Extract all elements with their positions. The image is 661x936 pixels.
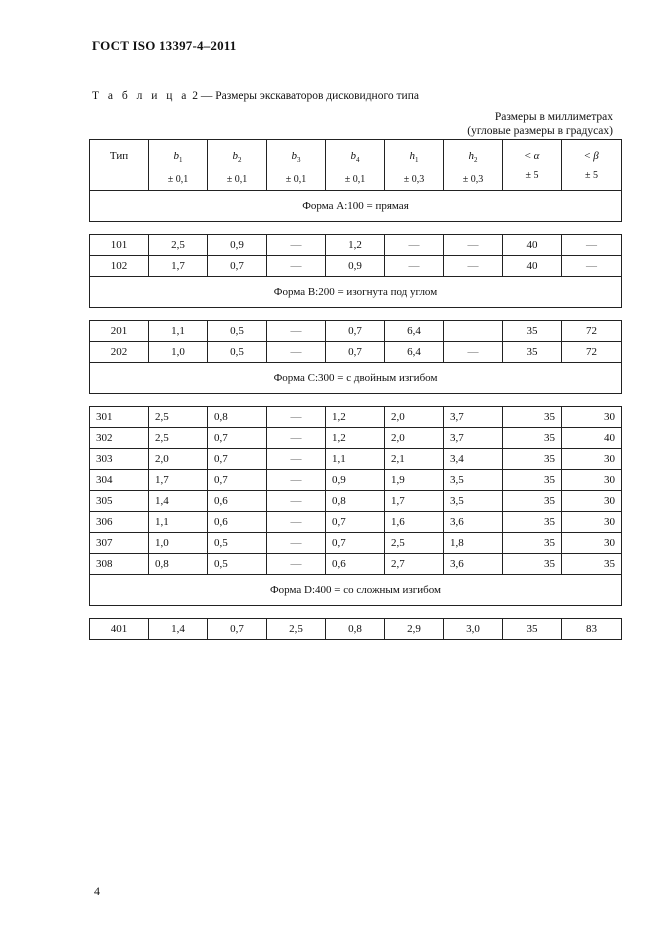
table-cell: 1,1	[149, 512, 208, 533]
spacer-cell	[90, 222, 622, 235]
table-cell: 0,8	[326, 491, 385, 512]
table-cell: 0,6	[208, 512, 267, 533]
table-row	[90, 554, 622, 575]
column-tolerance: ± 0,1	[344, 174, 366, 186]
table-cell: 0,7	[326, 342, 385, 363]
table-cell: 3,7	[444, 428, 503, 449]
spacer-cell	[90, 308, 622, 321]
table-cell: 202	[90, 342, 149, 363]
table-cell: 30	[562, 491, 622, 512]
table-cell: 6,4	[385, 321, 444, 342]
table-cell: —	[267, 428, 326, 449]
table-cell: 3,6	[444, 554, 503, 575]
table-row	[90, 321, 622, 342]
table-cell: 1,4	[149, 491, 208, 512]
column-tolerance: ± 0,1	[167, 174, 189, 186]
table-cell: 0,7	[208, 449, 267, 470]
table-row	[90, 470, 622, 491]
table-cell: 102	[90, 256, 149, 277]
form-group-title: Форма C:300 = с двойным изгибом	[90, 363, 622, 394]
table-row	[90, 533, 622, 554]
table-cell: 3,5	[444, 470, 503, 491]
table-row	[90, 407, 622, 428]
header-row	[90, 140, 622, 191]
table-cell: 0,9	[326, 470, 385, 491]
table-cell: 2,1	[385, 449, 444, 470]
table-cell: 40	[562, 428, 622, 449]
column-label: $b_1$	[173, 150, 183, 165]
table-cell: —	[267, 512, 326, 533]
table-cell: —	[267, 491, 326, 512]
column-label: $b_3$	[291, 150, 301, 165]
column-tolerance: ± 0,1	[226, 174, 248, 186]
table-body	[90, 140, 622, 640]
table-cell: 2,0	[149, 449, 208, 470]
spacer-cell	[90, 394, 622, 407]
table-cell: 40	[503, 235, 562, 256]
table-cell: 30	[562, 470, 622, 491]
table-cell: 306	[90, 512, 149, 533]
form-group-row	[90, 191, 622, 222]
table-caption	[92, 90, 419, 102]
table-cell: —	[267, 449, 326, 470]
table-cell: 0,7	[326, 533, 385, 554]
table-cell: 3,0	[444, 619, 503, 640]
table-cell: 0,5	[208, 321, 267, 342]
table-cell: 2,5	[149, 407, 208, 428]
table-cell: 1,1	[149, 321, 208, 342]
table-row	[90, 512, 622, 533]
table-row	[90, 619, 622, 640]
table-cell: 0,6	[326, 554, 385, 575]
caption-prefix: Т а б л и ц а	[92, 90, 190, 102]
table-cell: 1,7	[149, 470, 208, 491]
table-cell: 401	[90, 619, 149, 640]
table-cell: 0,8	[149, 554, 208, 575]
table-cell: 35	[503, 342, 562, 363]
table-cell: 308	[90, 554, 149, 575]
table-cell: 2,0	[385, 428, 444, 449]
units-line-2: (угловые размеры в градусах)	[467, 125, 613, 137]
form-group-title: Форма B:200 = изогнута под углом	[90, 277, 622, 308]
table-cell: 2,9	[385, 619, 444, 640]
table-cell: 72	[562, 342, 622, 363]
caption-text: — Размеры экскаваторов дисковидного типа	[200, 90, 419, 102]
table-cell: 30	[562, 407, 622, 428]
table-cell: 2,0	[385, 407, 444, 428]
table-cell: 3,5	[444, 491, 503, 512]
form-group-row	[90, 277, 622, 308]
table-cell: 1,2	[326, 407, 385, 428]
table-cell: —	[267, 256, 326, 277]
table-cell: 101	[90, 235, 149, 256]
table-cell: 0,7	[208, 619, 267, 640]
form-group-title: Форма D:400 = со сложным изгибом	[90, 575, 622, 606]
table-cell: 35	[503, 491, 562, 512]
table-cell: 72	[562, 321, 622, 342]
table-cell: 304	[90, 470, 149, 491]
table-cell: 35	[503, 470, 562, 491]
column-label: < α	[524, 150, 540, 162]
table-cell: 1,4	[149, 619, 208, 640]
table-cell: 30	[562, 512, 622, 533]
table-cell: 1,7	[385, 491, 444, 512]
table-cell: —	[267, 407, 326, 428]
column-label: $h_2$	[468, 150, 478, 165]
table-cell: 2,5	[149, 235, 208, 256]
spacer-row	[90, 394, 622, 407]
page-number: 4	[94, 884, 100, 898]
table-cell: 0,5	[208, 533, 267, 554]
column-label: $b_2$	[232, 150, 242, 165]
table-cell	[444, 321, 503, 342]
table-cell: 0,7	[208, 256, 267, 277]
table-cell: —	[444, 256, 503, 277]
table-cell: 35	[503, 407, 562, 428]
spacer-row	[90, 606, 622, 619]
table-cell: 0,7	[326, 512, 385, 533]
table-cell: 0,7	[208, 470, 267, 491]
table-cell: 83	[562, 619, 622, 640]
table-cell: 0,9	[326, 256, 385, 277]
table-cell: —	[267, 342, 326, 363]
table-cell: —	[444, 235, 503, 256]
table-cell: 1,0	[149, 342, 208, 363]
table-row	[90, 235, 622, 256]
table-cell: 35	[503, 533, 562, 554]
column-tolerance: ± 5	[585, 170, 598, 181]
table-cell: 1,8	[444, 533, 503, 554]
table-cell: 35	[503, 449, 562, 470]
units-note	[467, 110, 613, 138]
table-cell: 35	[503, 619, 562, 640]
table-cell: 2,5	[267, 619, 326, 640]
table-cell: 0,7	[208, 428, 267, 449]
form-group-row	[90, 363, 622, 394]
table-cell: 1,7	[149, 256, 208, 277]
table-cell: —	[385, 235, 444, 256]
table-cell: 303	[90, 449, 149, 470]
table-cell: 3,6	[444, 512, 503, 533]
column-label: $h_1$	[409, 150, 419, 165]
table-cell: —	[562, 235, 622, 256]
spacer-cell	[90, 606, 622, 619]
table-cell: 6,4	[385, 342, 444, 363]
table-cell: 1,6	[385, 512, 444, 533]
table-row	[90, 342, 622, 363]
table-cell: 0,5	[208, 554, 267, 575]
column-header	[444, 140, 503, 191]
column-label: < β	[584, 150, 599, 162]
column-tolerance: ± 5	[525, 170, 539, 181]
table-cell: 35	[562, 554, 622, 575]
table-cell: 1,2	[326, 235, 385, 256]
table-row	[90, 449, 622, 470]
form-group-title: Форма A:100 = прямая	[90, 191, 622, 222]
table-cell: 201	[90, 321, 149, 342]
column-header	[326, 140, 385, 191]
table-cell: 1,9	[385, 470, 444, 491]
table-cell: 35	[503, 428, 562, 449]
column-tolerance: ± 0,3	[462, 174, 484, 186]
table-cell: —	[444, 342, 503, 363]
table-cell: —	[385, 256, 444, 277]
dimensions-table	[89, 139, 622, 640]
column-header	[562, 140, 622, 191]
table-cell: 2,5	[385, 533, 444, 554]
table-cell: 30	[562, 449, 622, 470]
column-header	[90, 140, 149, 191]
table-cell: 30	[562, 533, 622, 554]
table-row	[90, 428, 622, 449]
spacer-row	[90, 308, 622, 321]
table-cell: —	[267, 533, 326, 554]
column-header	[385, 140, 444, 191]
column-tolerance: ± 0,1	[285, 174, 307, 186]
units-line-1: Размеры в миллиметрах	[494, 111, 613, 123]
table-cell: 2,7	[385, 554, 444, 575]
document-header: ГОСТ ISO 13397-4–2011	[92, 38, 237, 53]
column-header	[267, 140, 326, 191]
table-cell: 35	[503, 321, 562, 342]
table-cell: 0,6	[208, 491, 267, 512]
table-cell: 0,9	[208, 235, 267, 256]
table-cell: 35	[503, 512, 562, 533]
table-cell: 307	[90, 533, 149, 554]
column-tolerance: ± 0,3	[403, 174, 425, 186]
table-cell: 3,4	[444, 449, 503, 470]
column-header	[208, 140, 267, 191]
form-group-row	[90, 575, 622, 606]
table-cell: —	[267, 554, 326, 575]
column-header	[503, 140, 562, 191]
table-cell: —	[267, 470, 326, 491]
table-cell: 305	[90, 491, 149, 512]
caption-number: 2	[192, 90, 199, 102]
table-cell: —	[267, 235, 326, 256]
spacer-row	[90, 222, 622, 235]
table-cell: 0,5	[208, 342, 267, 363]
table-cell: 302	[90, 428, 149, 449]
table-cell: 0,8	[208, 407, 267, 428]
column-label: $b_4$	[350, 150, 360, 165]
table-cell: 3,7	[444, 407, 503, 428]
table-cell: —	[562, 256, 622, 277]
table-cell: 1,1	[326, 449, 385, 470]
table-cell: 1,2	[326, 428, 385, 449]
table-cell: 301	[90, 407, 149, 428]
table-cell: 40	[503, 256, 562, 277]
table-cell: 1,0	[149, 533, 208, 554]
table-cell: 2,5	[149, 428, 208, 449]
table-cell: —	[267, 321, 326, 342]
column-header	[149, 140, 208, 191]
table-cell: 0,8	[326, 619, 385, 640]
column-label: Тип	[109, 150, 129, 162]
table-row	[90, 256, 622, 277]
table-cell: 0,7	[326, 321, 385, 342]
table-cell: 35	[503, 554, 562, 575]
table-row	[90, 491, 622, 512]
